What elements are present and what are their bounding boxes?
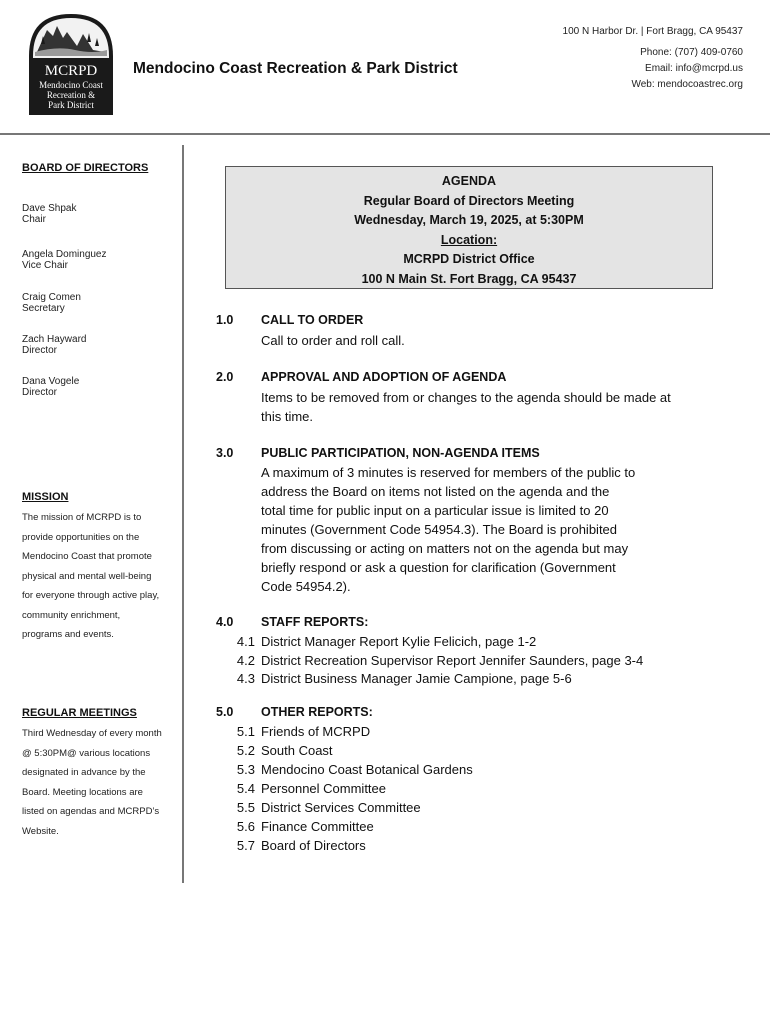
item-title: PUBLIC PARTICIPATION, NON-AGENDA ITEMS [261,446,540,460]
sub-item-number: 5.5 [236,800,255,815]
header-divider [0,133,770,135]
item-body-line: address the Board on items not listed on the agenda and the [261,484,610,499]
item-body-line: this time. [261,409,314,424]
location-address: 100 N Main St. Fort Bragg, CA 95437 [361,271,577,286]
sub-item-number: 5.7 [236,838,255,853]
member-role: Vice Chair [22,260,68,271]
meeting-date: Wednesday, March 19, 2025, at 5:30PM [354,213,584,227]
item-title: CALL TO ORDER [261,313,364,327]
meetings-line: listed on agendas and MCRPD’s [22,806,160,817]
agenda-title: AGENDA [441,174,497,188]
mission-line: for everyone through active play, [22,590,160,601]
meetings-line: Website. [22,825,59,837]
sub-item-text: District Manager Report Kylie Felicich, page 1-2 [261,634,537,649]
item-body-line: Call to order and roll call. [261,333,405,348]
member-name: Craig Comen [22,292,81,303]
sub-item-number: 5.1 [236,724,255,739]
sub-item-text: Finance Committee [261,819,374,834]
sub-item-number: 5.4 [236,781,255,796]
board-member [22,249,180,271]
mcrpd-logo [27,12,115,117]
sub-item-text: South Coast [261,743,333,758]
svg-text:Park District: Park District [48,100,94,110]
mission-line: Mendocino Coast that promote [22,551,152,562]
sub-item-number: 4.1 [236,634,255,649]
address: 100 N Harbor Dr. | Fort Bragg, CA 95437 [562,26,743,37]
item-body-line: Items to be removed from or changes to the agenda should be made at [261,390,671,405]
item-body-line: briefly respond or ask a question for clarification (Government [261,560,616,575]
phone: Phone: (707) 409-0760 [640,47,743,58]
member-name: Angela Dominguez [22,249,107,260]
board-member [22,376,180,398]
member-role: Secretary [22,303,65,314]
item-number: 1.0 [216,313,234,327]
website: Web: mendocoastrec.org [631,79,743,90]
item-body-line: minutes (Government Code 54954.3). The Board is prohibited [261,522,618,537]
svg-text:MCRPD: MCRPD [44,63,98,79]
item-number: 5.0 [216,705,234,719]
member-name: Dave Shpak [22,203,77,214]
board-member [22,203,180,225]
svg-text:Mendocino Coast: Mendocino Coast [39,80,103,90]
item-title: STAFF REPORTS: [261,615,369,629]
board-member [22,334,180,356]
meetings-text [22,724,180,841]
sub-item-number: 4.2 [236,653,255,668]
sub-item-text: District Recreation Supervisor Report Jennifer Saunders, page 3-4 [261,653,644,668]
item-body-line: A maximum of 3 minutes is reserved for members of the public to [261,465,636,480]
svg-text:Recreation &: Recreation & [46,90,96,100]
email: Email: info@mcrpd.us [645,63,743,74]
meetings-line: @ 5:30PM@ various locations [22,747,151,759]
sub-item-number: 5.3 [236,762,255,777]
meetings-heading: REGULAR MEETINGS [22,707,137,719]
meetings-line: Third Wednesday of every month [22,728,162,739]
sub-item-text: Board of Directors [261,838,366,853]
item-number: 4.0 [216,615,234,629]
agenda-header-box [225,166,713,289]
mission-line: physical and mental well-being [22,570,152,582]
contact-info [563,24,743,93]
sidebar-divider [182,145,184,883]
sub-item-number: 5.2 [236,743,255,758]
organization-name: Mendocino Coast Recreation & Park District [133,60,458,77]
member-role: Director [22,387,58,398]
sub-item-text: District Business Manager Jamie Campione, page 5-6 [261,671,572,686]
sub-item-text: District Services Committee [261,800,421,815]
location-label: Location: [440,232,498,247]
mission-line: provide opportunities on the [22,531,140,543]
item-body-line: from discussing or acting on matters not on the agenda but may [261,541,629,556]
member-name: Dana Vogele [22,376,80,387]
mission-text [22,508,180,645]
item-body [261,331,711,350]
item-body [261,388,711,426]
item-number: 3.0 [216,446,234,460]
mission-line: The mission of MCRPD is to [22,512,142,523]
sub-item-text: Personnel Committee [261,781,386,796]
mission-line: community enrichment, [22,609,121,621]
member-role: Director [22,345,58,356]
meeting-type: Regular Board of Directors Meeting [363,193,575,208]
mission-heading: MISSION [22,491,69,503]
item-body-line: total time for public input on a particular issue is limited to 20 [261,503,609,518]
sub-item-number: 4.3 [236,671,255,686]
sub-item-text: Mendocino Coast Botanical Gardens [261,762,473,777]
item-body-line: Code 54954.2). [261,579,351,594]
meetings-line: designated in advance by the [22,767,146,778]
item-title: OTHER REPORTS: [261,705,373,719]
mcrpd-logo-graphic [27,12,115,117]
item-body [261,463,711,596]
sub-item-text: Friends of MCRPD [261,724,371,739]
member-name: Zach Hayward [22,334,87,345]
item-number: 2.0 [216,370,234,384]
board-member [22,292,180,314]
mission-line: programs and events. [22,629,114,640]
board-heading: BOARD OF DIRECTORS [22,162,149,174]
item-title: APPROVAL AND ADOPTION OF AGENDA [261,370,507,384]
meetings-line: Board. Meeting locations are [22,786,143,798]
location-name: MCRPD District Office [403,252,535,266]
member-role: Chair [22,214,46,225]
sub-item-number: 5.6 [236,819,255,834]
